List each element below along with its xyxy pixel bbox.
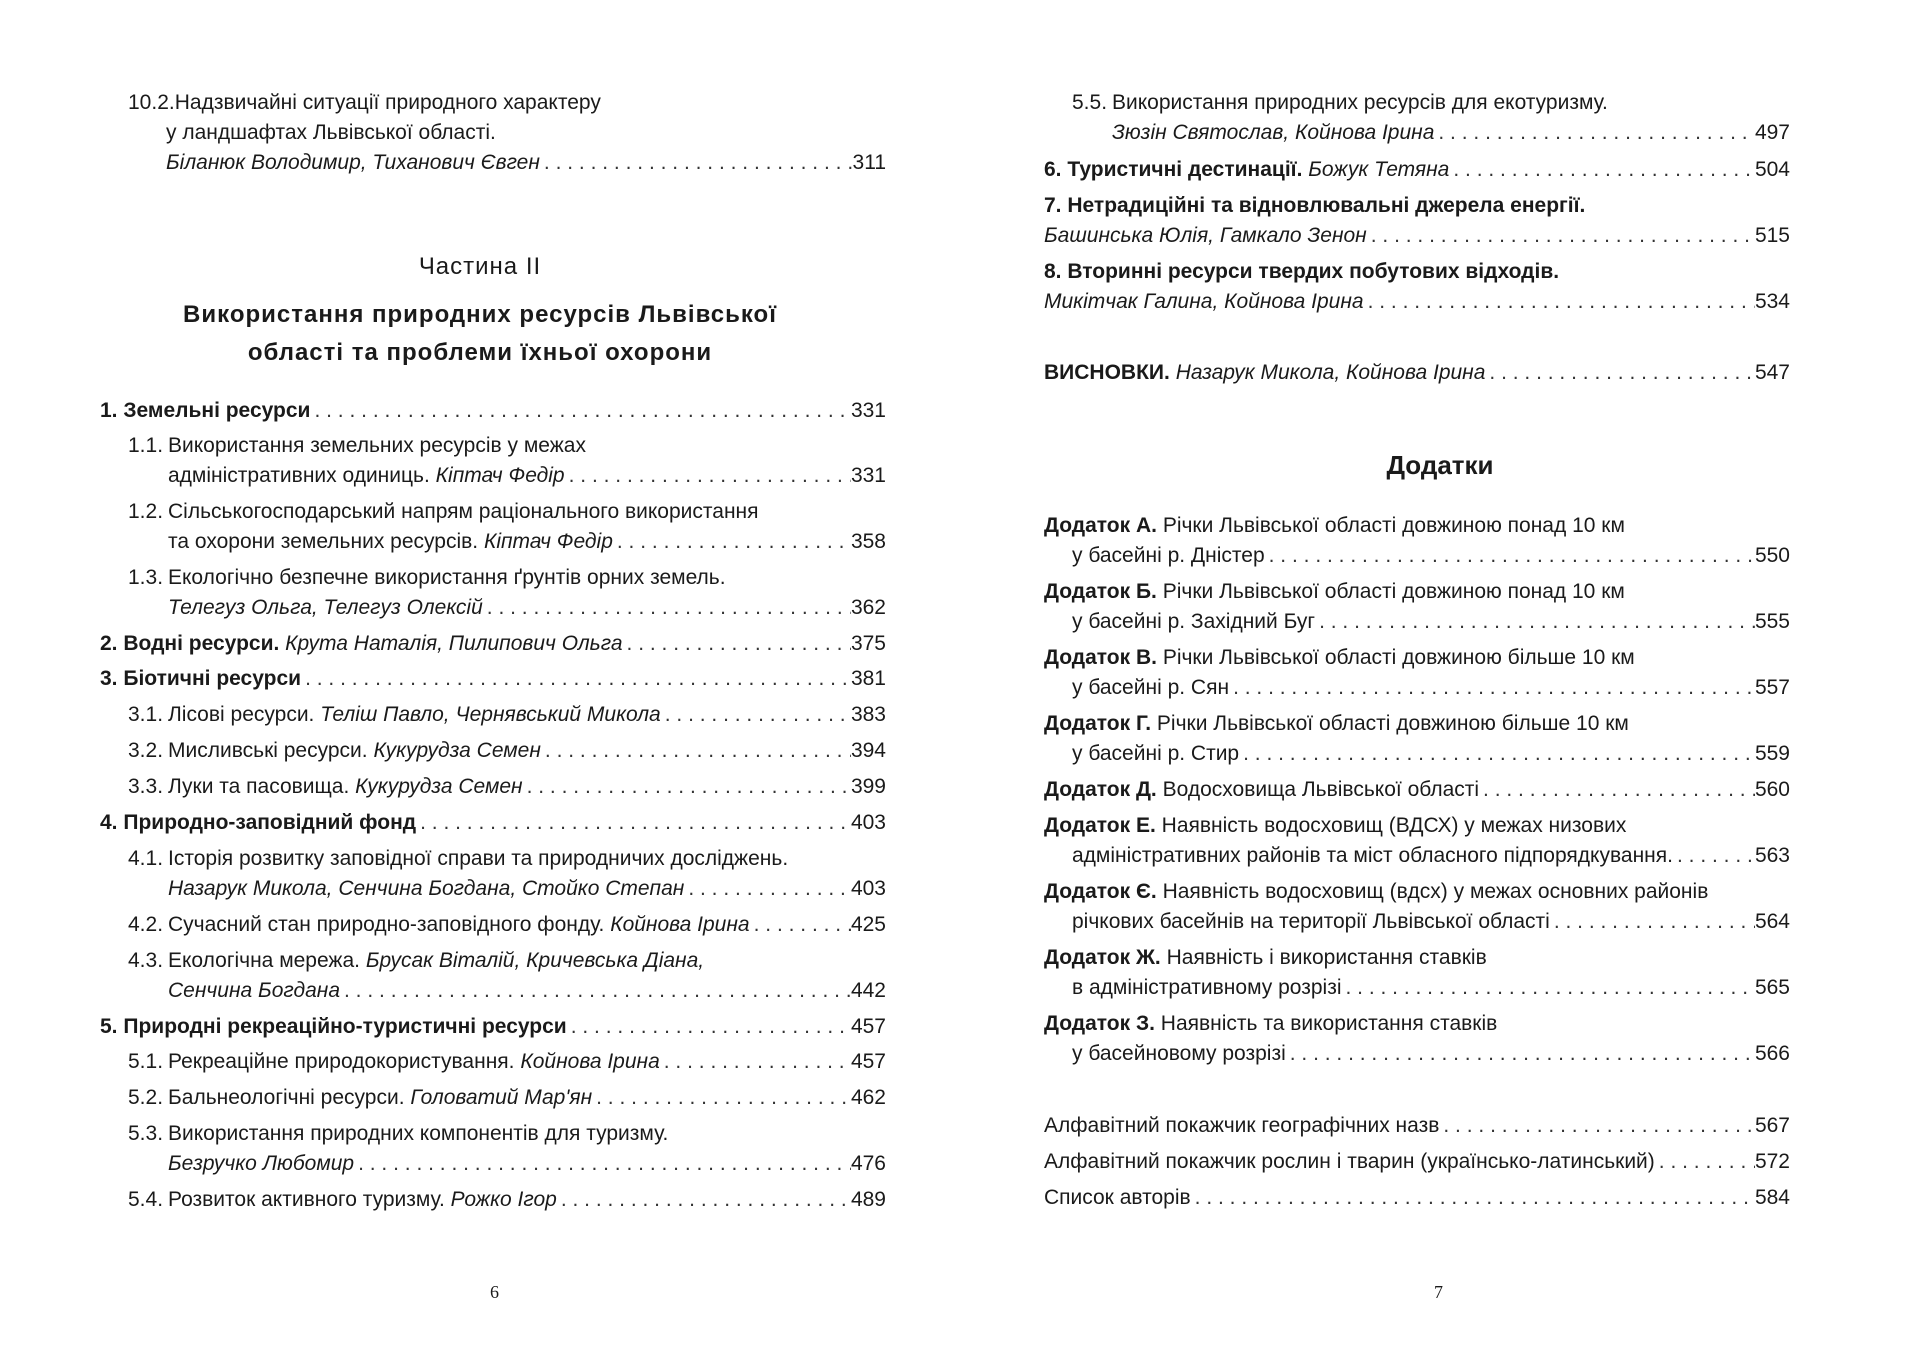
entry-authors: Назарук Микола, Сенчина Богдана, Стойко Степан xyxy=(168,877,685,900)
page-number: 550 xyxy=(1754,544,1790,567)
entry-authors: Головатий Мар'ян xyxy=(410,1086,593,1109)
page-number: 425 xyxy=(850,913,886,936)
addendum-text: Наявність та використання ставків xyxy=(1160,1012,1498,1035)
toc-entry-5[interactable] xyxy=(100,1012,886,1042)
page-number: 362 xyxy=(850,596,886,619)
addendum-label: Додаток Б. xyxy=(1044,580,1157,603)
entry-text xyxy=(128,700,661,730)
leader-dots xyxy=(1434,118,1755,148)
toc-entry-authors-list[interactable] xyxy=(1044,1183,1790,1213)
entry-number-title xyxy=(1044,158,1302,181)
entry-title: Використання природних ресурсів для екотуризму. xyxy=(1112,91,1608,114)
entry-text xyxy=(168,527,613,557)
page-number: 476 xyxy=(850,1152,886,1175)
addendum-e-line2[interactable] xyxy=(1072,841,1790,871)
entry-number: 3.3. xyxy=(128,775,164,798)
leader-dots xyxy=(661,700,851,730)
entry-authors: Кіптач Федір xyxy=(483,530,613,553)
entry-number: 4.2. xyxy=(128,913,164,936)
page-number: 457 xyxy=(850,1050,886,1073)
addendum-text: Наявність і використання ставків xyxy=(1166,946,1487,969)
toc-entry-5-2[interactable] xyxy=(128,1083,886,1113)
toc-entry-8-line2[interactable] xyxy=(1044,287,1790,317)
leader-dots xyxy=(1673,841,1755,871)
entry-number: 6. xyxy=(1044,158,1062,181)
page-number: 566 xyxy=(1754,1042,1790,1065)
leader-dots xyxy=(416,808,851,838)
page-number: 563 xyxy=(1754,844,1790,867)
addendum-a-line1 xyxy=(1044,511,1625,541)
leader-dots xyxy=(340,976,851,1006)
toc-entry-3-1[interactable] xyxy=(128,700,886,730)
entry-text xyxy=(128,1047,660,1077)
entry-authors: Назарук Микола, Койнова Ірина xyxy=(1175,361,1486,384)
page-number: 497 xyxy=(1754,121,1790,144)
toc-entry-1[interactable] xyxy=(100,396,886,426)
page-number: 331 xyxy=(850,464,886,487)
entry-authors: Койнова Ірина xyxy=(520,1050,660,1073)
entry-number: 4.1. xyxy=(128,847,164,870)
entry-number: 5.1. xyxy=(128,1050,164,1073)
toc-entry-5-5-line1 xyxy=(1072,88,1608,118)
addendum-b-line1 xyxy=(1044,577,1625,607)
addendum-v-line1 xyxy=(1044,643,1635,673)
toc-entry-1-2-line1 xyxy=(128,497,759,527)
leader-dots xyxy=(684,874,851,904)
addendum-ye-line1 xyxy=(1044,877,1708,907)
entry-title: Мисливські ресурси. xyxy=(168,739,368,762)
entry-title: Сільськогосподарський напрям раціонального використання xyxy=(168,500,759,523)
entry-title: Біотичні ресурси xyxy=(123,667,302,690)
page-number: 559 xyxy=(1754,742,1790,765)
leader-dots xyxy=(750,910,851,940)
entry-number: 3.1. xyxy=(128,703,164,726)
page-number: 547 xyxy=(1754,361,1790,384)
entry-title: Використання земельних ресурсів у межах xyxy=(168,434,586,457)
toc-entry-4-2[interactable] xyxy=(128,910,886,940)
entry-number: 3.2. xyxy=(128,739,164,762)
entry-text xyxy=(1044,155,1449,185)
entry-title: Використання природних компонентів для туризму. xyxy=(168,1122,669,1145)
entry-title: Земельні ресурси xyxy=(123,399,311,422)
part-label: Частина II xyxy=(418,253,542,280)
leader-dots xyxy=(354,1149,851,1179)
entry-number: 8. xyxy=(1044,260,1062,283)
page-number: 572 xyxy=(1754,1150,1790,1173)
entry-number: 5.4. xyxy=(128,1188,164,1211)
entry-text xyxy=(128,736,541,766)
addendum-text: Річки Львівської області довжиною понад 10 км xyxy=(1162,580,1625,603)
toc-entry-7-line1 xyxy=(1044,191,1585,221)
page-number: 462 xyxy=(850,1086,886,1109)
entry-number: 5.3. xyxy=(128,1122,164,1145)
leader-dots xyxy=(1550,907,1755,937)
entry-title-cont: та охорони земельних ресурсів. xyxy=(168,530,479,553)
part-title xyxy=(100,296,860,372)
leader-dots xyxy=(557,1185,851,1215)
leader-dots xyxy=(592,1083,851,1113)
leader-dots xyxy=(540,148,853,178)
entry-text xyxy=(100,629,623,659)
entry-title: Природно-заповідний фонд xyxy=(123,811,417,834)
entry-title: Водні ресурси. xyxy=(123,632,280,655)
entry-title: Природні рекреаційно-туристичні ресурси xyxy=(123,1015,567,1038)
toc-entry-10-2-line2: у ландшафтах Львівської області. xyxy=(166,121,496,144)
leader-dots xyxy=(310,396,850,426)
entry-number: 5. xyxy=(100,1015,118,1038)
toc-entry-5-3-line1 xyxy=(128,1119,668,1149)
toc-entry-1-3-line1 xyxy=(128,563,726,593)
addendum-text: Наявність водосховищ (ВДСХ) у межах низових xyxy=(1161,814,1627,837)
toc-entry-5-3-line2[interactable] xyxy=(168,1149,886,1179)
addendum-e-line1 xyxy=(1044,811,1626,841)
page-number: 403 xyxy=(850,811,886,834)
page-number: 489 xyxy=(850,1188,886,1211)
entry-number: 10.2. xyxy=(128,91,175,114)
page-number: 375 xyxy=(850,632,886,655)
addendum-label: Додаток В. xyxy=(1044,646,1157,669)
toc-entry-4-3-line1 xyxy=(128,946,704,976)
entry-text xyxy=(168,461,565,491)
toc-entry-6[interactable] xyxy=(1044,155,1790,185)
leader-dots xyxy=(1265,541,1755,571)
toc-entry-4-1-line2[interactable] xyxy=(168,874,886,904)
page-number: 560 xyxy=(1754,778,1790,801)
addenda-heading: Додатки xyxy=(1386,450,1494,480)
addendum-v-line2[interactable] xyxy=(1072,673,1790,703)
entry-title: Туристичні дестинації. xyxy=(1067,158,1303,181)
entry-text xyxy=(128,1083,592,1113)
addendum-ye-line2[interactable] xyxy=(1072,907,1790,937)
entry-title: Розвиток активного туризму. xyxy=(168,1188,445,1211)
leader-dots xyxy=(1439,1111,1755,1141)
entry-authors: Микітчак Галина, Койнова Ірина xyxy=(1044,290,1364,313)
leader-dots xyxy=(1341,973,1754,1003)
right-page xyxy=(960,0,1920,1355)
toc-entry-8-line1 xyxy=(1044,257,1559,287)
addendum-text: Водосховища Львівської області xyxy=(1162,778,1480,801)
addendum-z-line1 xyxy=(1044,1009,1497,1039)
entry-authors: Крута Наталія, Пилипович Ольга xyxy=(285,632,623,655)
addendum-b-line2[interactable] xyxy=(1072,607,1790,637)
entry-text xyxy=(128,772,523,802)
addendum-zh-line2[interactable] xyxy=(1072,973,1790,1003)
toc-entry-1-3-line2[interactable] xyxy=(168,593,886,623)
entry-number: 7. xyxy=(1044,194,1062,217)
addendum-text-cont: адміністративних районів та міст обласного підпорядкування. xyxy=(1072,844,1673,867)
entry-number: 4. xyxy=(100,811,118,834)
leader-dots xyxy=(1229,673,1755,703)
toc-entry-4-3-line2[interactable] xyxy=(168,976,886,1006)
leader-dots xyxy=(623,629,851,659)
entry-title: Бальнеологічні ресурси. xyxy=(168,1086,405,1109)
entry-text xyxy=(128,1185,557,1215)
toc-entry-conclusions[interactable] xyxy=(1044,358,1790,388)
entry-number: 3. xyxy=(100,667,118,690)
entry-authors: Брусак Віталій, Кричевська Діана, xyxy=(365,949,705,972)
leader-dots xyxy=(565,461,851,491)
entry-authors: Телегуз Ольга, Телегуз Олексій xyxy=(168,596,483,619)
entry-title: Екологічно безпечне використання ґрунтів орних земель. xyxy=(168,566,726,589)
toc-entry-2[interactable] xyxy=(100,629,886,659)
addendum-a-line2[interactable] xyxy=(1072,541,1790,571)
entry-title: Луки та пасовища. xyxy=(168,775,350,798)
toc-entry-10-2-line3[interactable] xyxy=(166,148,886,178)
leader-dots xyxy=(1191,1183,1755,1213)
page-number: 567 xyxy=(1754,1114,1790,1137)
addendum-text: Наявність водосховищ (вдсх) у межах основних районів xyxy=(1162,880,1709,903)
addendum-g-line1 xyxy=(1044,709,1629,739)
entry-number: 5.5. xyxy=(1072,91,1108,114)
leader-dots xyxy=(1367,221,1755,251)
page-number: 442 xyxy=(850,979,886,1002)
leader-dots xyxy=(660,1047,851,1077)
addendum-label: Додаток З. xyxy=(1044,1012,1155,1035)
entry-title: Алфавітний покажчик географічних назв xyxy=(1044,1114,1440,1137)
addendum-label: Додаток Є. xyxy=(1044,880,1157,903)
toc-entry-7-line2[interactable] xyxy=(1044,221,1790,251)
entry-authors-cont: Сенчина Богдана xyxy=(168,979,341,1002)
entry-authors: Кукурудза Семен xyxy=(373,739,541,762)
entry-title: Алфавітний покажчик рослин і тварин (українсько-латинський) xyxy=(1044,1150,1655,1173)
entry-number: 2. xyxy=(100,632,118,655)
entry-title: Надзвичайні ситуації природного характеру xyxy=(174,91,601,114)
page-number: 515 xyxy=(1754,224,1790,247)
page-number: 399 xyxy=(850,775,886,798)
page-number: 557 xyxy=(1754,676,1790,699)
entry-text xyxy=(128,910,750,940)
leader-dots xyxy=(483,593,851,623)
toc-entry-5-1[interactable] xyxy=(128,1047,886,1077)
toc-entry-3-3[interactable] xyxy=(128,772,886,802)
entry-number-title xyxy=(100,664,301,694)
addendum-zh-line1 xyxy=(1044,943,1487,973)
addendum-label: Додаток Е. xyxy=(1044,814,1156,837)
addendum-text-cont: в адміністративному розрізі xyxy=(1072,976,1342,999)
leader-dots xyxy=(541,736,851,766)
page-number: 534 xyxy=(1754,290,1790,313)
entry-number-title xyxy=(100,396,310,426)
addendum-d[interactable] xyxy=(1044,775,1790,805)
leader-dots xyxy=(1655,1147,1755,1177)
entry-title: Нетрадиційні та відновлювальні джерела енергії. xyxy=(1067,194,1586,217)
entry-number: 1.2. xyxy=(128,500,164,523)
toc-entry-flora-fauna-index[interactable] xyxy=(1044,1147,1790,1177)
page-number: 457 xyxy=(850,1015,886,1038)
entry-number: 5.2. xyxy=(128,1086,164,1109)
entry-title: Лісові ресурси. xyxy=(168,703,315,726)
entry-title: Список авторів xyxy=(1044,1186,1191,1209)
leader-dots xyxy=(567,1012,851,1042)
page-number: 403 xyxy=(850,877,886,900)
addendum-label: Додаток Д. xyxy=(1044,778,1157,801)
leader-dots xyxy=(301,664,851,694)
entry-number: 4.3. xyxy=(128,949,164,972)
leader-dots xyxy=(1239,739,1755,769)
entry-number: 1.3. xyxy=(128,566,164,589)
page-number: 394 xyxy=(850,739,886,762)
entry-authors: Безручко Любомир xyxy=(168,1152,355,1175)
part-title-line1: Використання природних ресурсів Львівської xyxy=(183,301,777,328)
toc-entry-1-1-line2[interactable] xyxy=(168,461,886,491)
toc-entry-geo-index[interactable] xyxy=(1044,1111,1790,1141)
entry-title-cont: адміністративних одиниць. xyxy=(168,464,430,487)
leader-dots xyxy=(1479,775,1755,805)
addendum-text-cont: у басейні р. Західний Буг xyxy=(1072,610,1316,633)
addendum-text-cont: у басейні р. Сян xyxy=(1072,676,1230,699)
page-number: 381 xyxy=(850,667,886,690)
addendum-text-cont: річкових басейнів на території Львівської області xyxy=(1072,910,1550,933)
leader-dots xyxy=(613,527,851,557)
page-folio: 7 xyxy=(1434,1282,1443,1302)
entry-number: 1. xyxy=(100,399,118,422)
entry-authors: Біланюк Володимир, Тиханович Євген xyxy=(166,151,540,174)
entry-authors: Зюзін Святослав, Койнова Ірина xyxy=(1112,121,1435,144)
leader-dots xyxy=(1485,358,1755,388)
entry-text xyxy=(1044,358,1485,388)
toc-entry-1-1-line1 xyxy=(128,431,586,461)
toc-entry-3[interactable] xyxy=(100,664,886,694)
toc-entry-4[interactable] xyxy=(100,808,886,838)
leader-dots xyxy=(1315,607,1755,637)
entry-number-title xyxy=(100,1012,567,1042)
entry-title: Вторинні ресурси твердих побутових відходів. xyxy=(1067,260,1560,283)
addendum-label: Додаток Г. xyxy=(1044,712,1152,735)
addendum-line xyxy=(1044,775,1479,805)
entry-authors: Божук Тетяна xyxy=(1308,158,1450,181)
toc-entry-1-2-line2[interactable] xyxy=(168,527,886,557)
toc-entry-3-2[interactable] xyxy=(128,736,886,766)
entry-number-title xyxy=(100,632,279,655)
addendum-text-cont: у басейні р. Дністер xyxy=(1072,544,1265,567)
entry-title: ВИСНОВКИ. xyxy=(1044,361,1170,384)
toc-entry-5-4[interactable] xyxy=(128,1185,886,1215)
entry-authors: Теліш Павло, Чернявський Микола xyxy=(320,703,661,726)
entry-number-title xyxy=(100,808,416,838)
page-number: 331 xyxy=(850,399,886,422)
page-number: 584 xyxy=(1754,1186,1790,1209)
entry-title: Екологічна мережа. xyxy=(168,949,360,972)
addendum-z-line2[interactable] xyxy=(1072,1039,1790,1069)
addendum-label: Додаток Ж. xyxy=(1044,946,1161,969)
leader-dots xyxy=(523,772,851,802)
leader-dots xyxy=(1286,1039,1755,1069)
page-number: 358 xyxy=(850,530,886,553)
entry-authors: Кукурудза Семен xyxy=(355,775,523,798)
leader-dots xyxy=(1449,155,1755,185)
page-number: 565 xyxy=(1754,976,1790,999)
addendum-text-cont: у басейні р. Стир xyxy=(1072,742,1240,765)
page-number: 383 xyxy=(850,703,886,726)
part-title-line2: області та проблеми їхньої охорони xyxy=(247,339,713,366)
page-number: 555 xyxy=(1754,610,1790,633)
entry-title: Сучасний стан природно-заповідного фонду. xyxy=(168,913,605,936)
addendum-text: Річки Львівської області довжиною понад 10 км xyxy=(1162,514,1625,537)
addendum-g-line2[interactable] xyxy=(1072,739,1790,769)
page-folio: 6 xyxy=(490,1282,499,1302)
page-number: 504 xyxy=(1754,158,1790,181)
entry-authors: Рожко Ігор xyxy=(450,1188,557,1211)
entry-authors: Башинська Юлія, Гамкало Зенон xyxy=(1044,224,1367,247)
addendum-text: Річки Львівської області довжиною більше 10 км xyxy=(1156,712,1629,735)
entry-title: Історія розвитку заповідної справи та природничих досліджень. xyxy=(168,847,789,870)
page-number: 564 xyxy=(1754,910,1790,933)
leader-dots xyxy=(1364,287,1755,317)
toc-entry-4-1-line1 xyxy=(128,844,788,874)
entry-title: Рекреаційне природокористування. xyxy=(168,1050,515,1073)
entry-authors: Койнова Ірина xyxy=(610,913,750,936)
entry-number: 1.1. xyxy=(128,434,164,457)
toc-entry-5-5-line2[interactable] xyxy=(1112,118,1790,148)
entry-authors: Кіптач Федір xyxy=(435,464,565,487)
addendum-text: Річки Львівської області довжиною більше 10 км xyxy=(1162,646,1635,669)
addendum-label: Додаток А. xyxy=(1044,514,1157,537)
page-number: 311 xyxy=(852,151,886,174)
addendum-text-cont: у басейновому розрізі xyxy=(1072,1042,1286,1065)
toc-entry-10-2-line1 xyxy=(128,88,601,118)
